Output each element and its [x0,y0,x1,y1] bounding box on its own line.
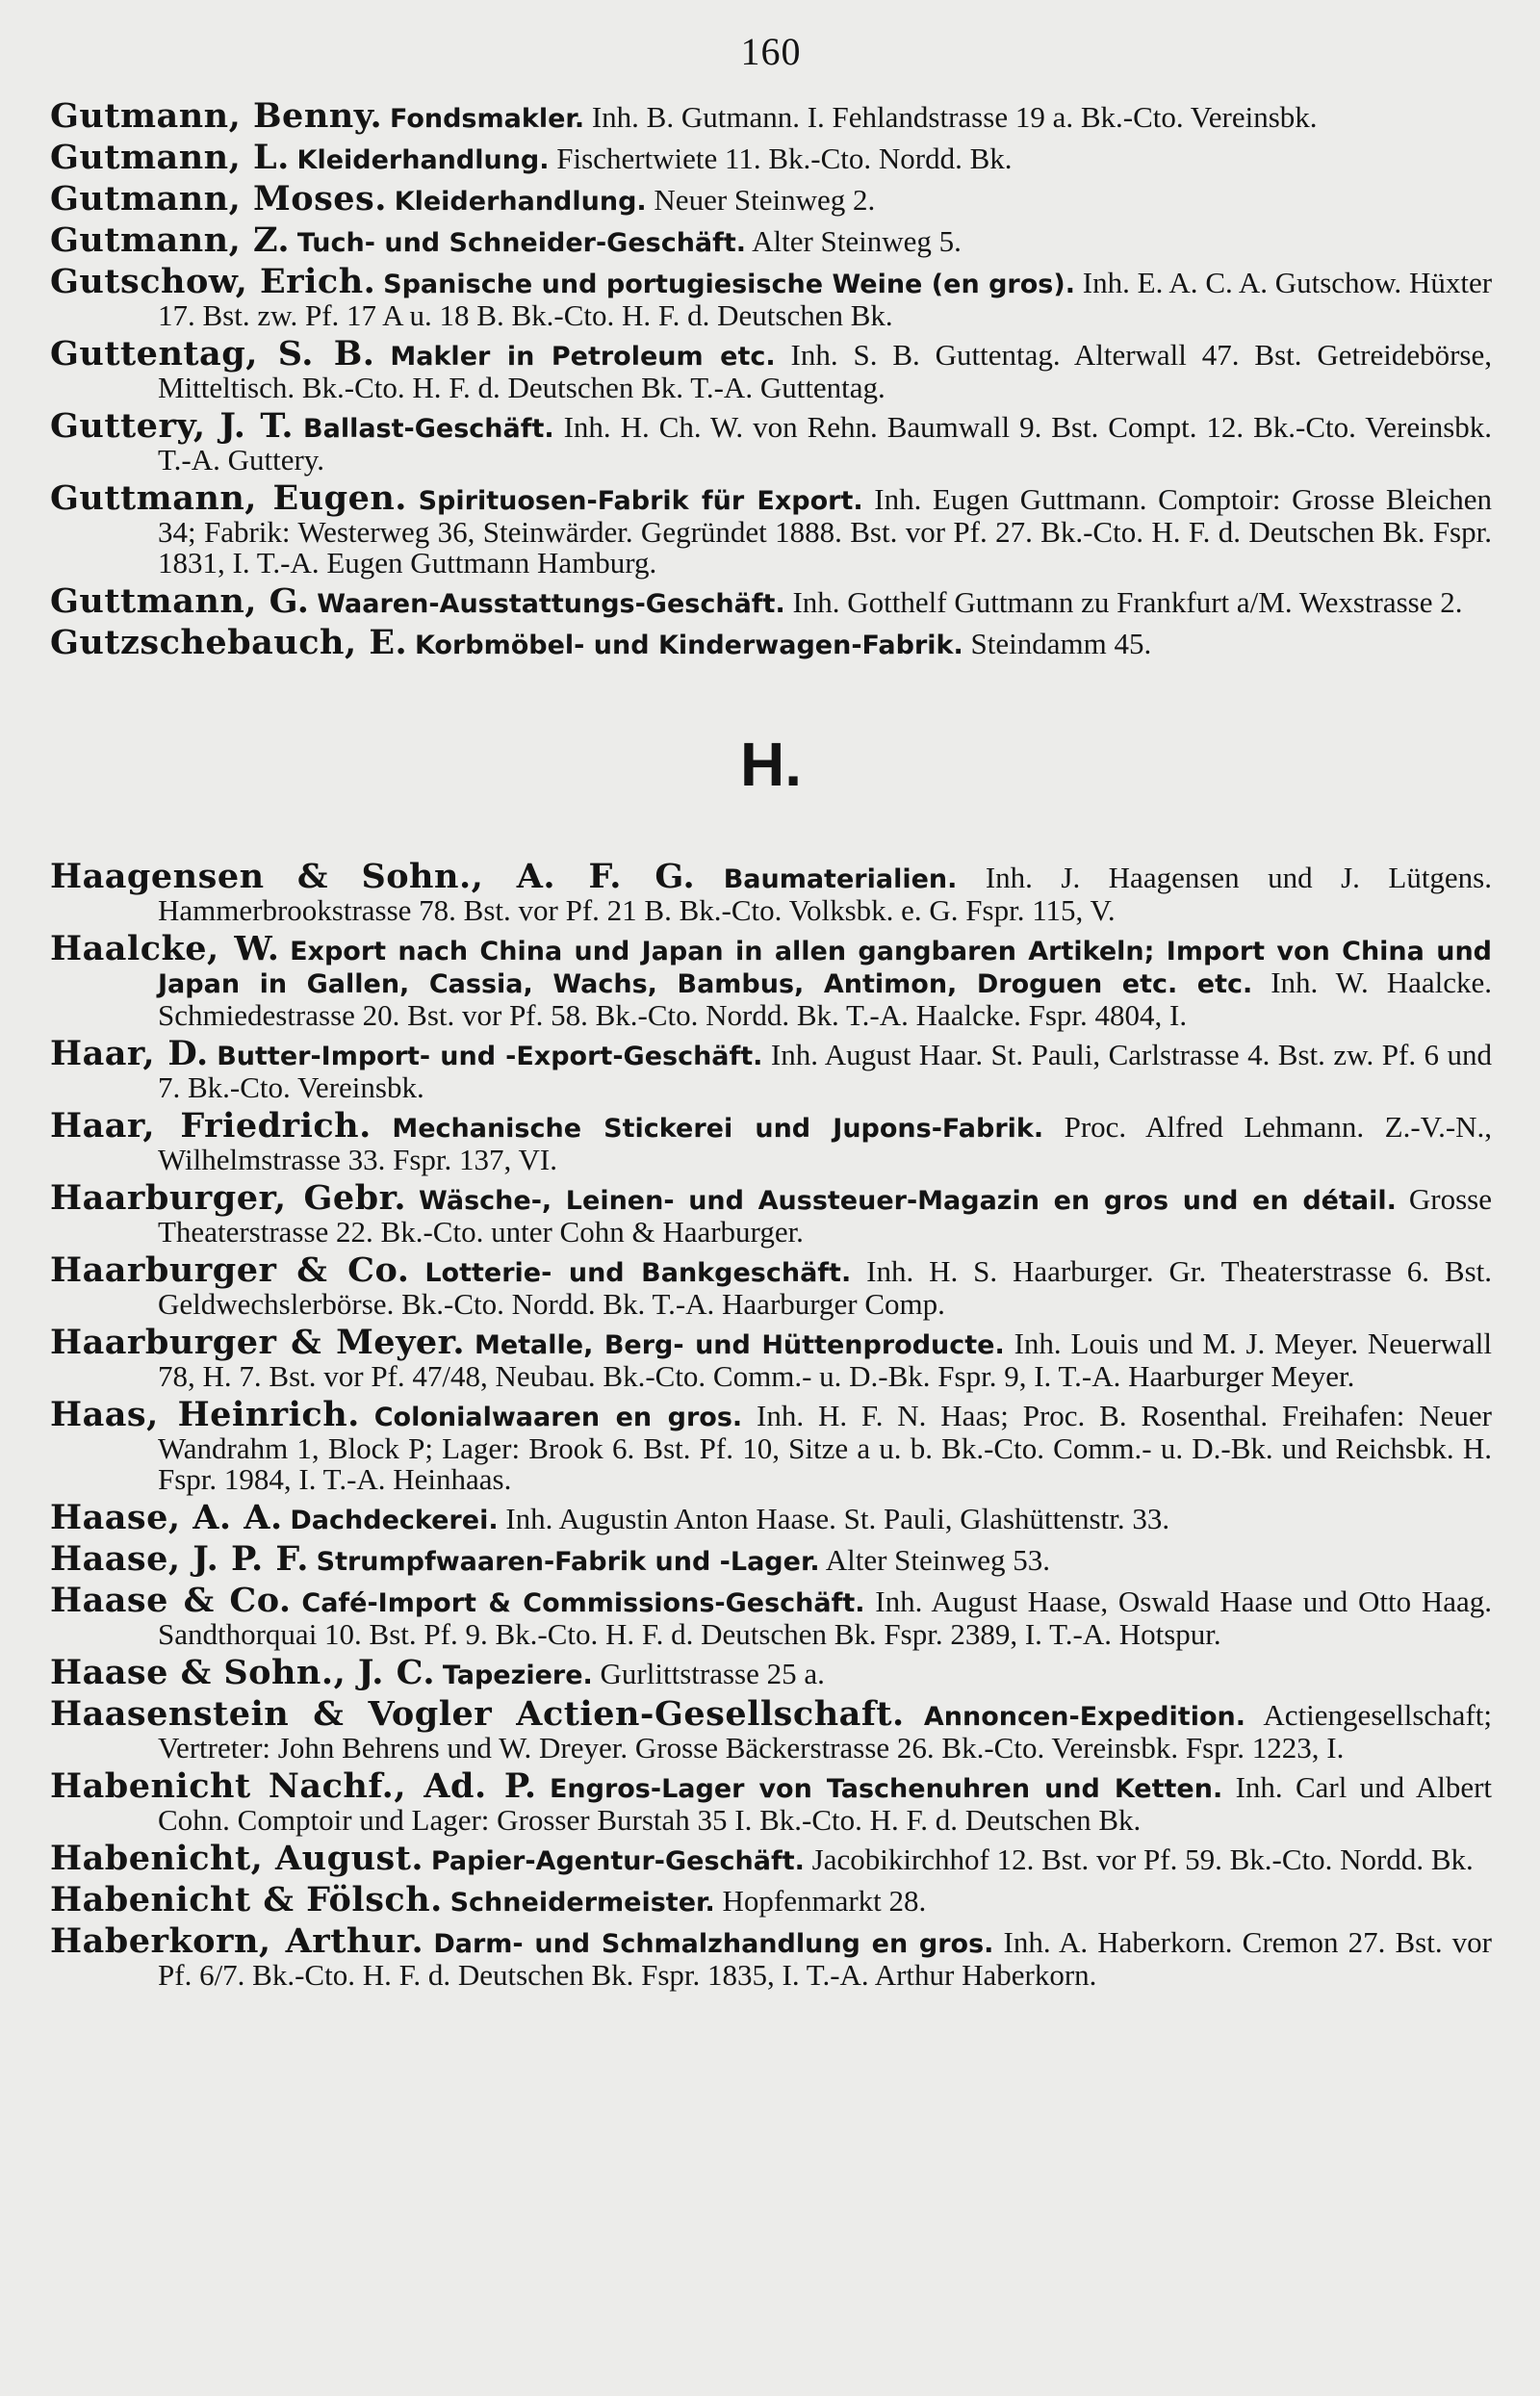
entry-details: Proc. Alfred Lehmann. Z.-V.-N., Wilhelmstrasse 33. Fspr. 137, VI. [158,1110,1493,1176]
directory-entry [50,334,1493,404]
entry-name: Guttery, J. T. [50,406,295,446]
directory-entry [50,1178,1493,1249]
directory-entry [50,406,1493,477]
entry-name: Haagensen & Sohn., A. F. G. [50,857,696,896]
entry-name: Habenicht Nachf., Ad. P. [50,1766,537,1806]
entry-details: Inh. S. B. Guttentag. Alterwall 47. Bst. Getreidebörse, Mitteltisch. Bk.-Cto. H. F. d. Deutschen Bk. T.-A. Guttentag. [158,338,1493,404]
entry-name: Haarburger & Meyer. [50,1323,466,1362]
directory-entry [50,1250,1493,1321]
entry-name: Guttmann, Eugen. [50,478,407,518]
entry-name: Gutmann, Benny. [50,96,383,136]
entry-business: Ballast-Geschäft. [303,414,554,444]
entry-details: Inh. Gotthelf Guttmann zu Frankfurt a/M. Wexstrasse 2. [792,585,1463,619]
entry-details: Actiengesellschaft; Vertreter: John Behrens und W. Dreyer. Grosse Bäckerstrasse 26. Bk.-Cto. Vereinsbk. Fspr. 1223, I. [158,1698,1492,1765]
entry-name: Haasenstein & Vogler Actien-Gesellschaft. [50,1694,905,1734]
section-heading-h: H. [740,730,802,799]
entry-business: Baumaterialien. [723,864,958,894]
entry-details: Inh. August Haar. St. Pauli, Carlstrasse 4. Bst. zw. Pf. 6 und 7. Bk.-Cto. Vereinsbk. [158,1038,1493,1104]
entry-name: Gutschow, Erich. [50,262,376,301]
directory-entry [50,1539,1492,1579]
entry-business: Spirituosen-Fabrik für Export. [418,486,863,516]
entry-details: Inh. H. Ch. W. von Rehn. Baumwall 9. Bst. Compt. 12. Bk.-Cto. Vereinsbk. T.-A. Guttery. [158,410,1493,477]
entry-business: Export nach China und Japan in allen gangbaren Artikeln; Import von China und Japan in Gallen, Cassia, Wachs, Bambus, Antimon, Droguen etc. etc. [158,937,1492,999]
entry-name: Haase & Co. [50,1581,292,1620]
entry-business: Kleiderhandlung. [394,187,647,217]
directory-entry [50,1034,1493,1104]
directory-entry [50,96,1492,136]
entry-business: Lotterie- und Bankgeschäft. [424,1258,852,1288]
entry-details: Inh. Carl und Albert Cohn. Comptoir und Lager: Grosser Burstah 35 I. Bk.-Cto. H. F. d. Deutschen Bk. [158,1770,1493,1837]
entry-details: Fischertwiete 11. Bk.-Cto. Nordd. Bk. [556,142,1013,175]
directory-entry [50,623,1492,662]
entry-business: Papier-Agentur-Geschäft. [430,1846,805,1876]
directory-entry [50,1921,1492,1992]
entry-details: Inh. B. Gutmann. I. Fehlandstrasse 19 a. Bk.-Cto. Vereinsbk. [591,100,1318,134]
entry-name: Gutmann, L. [50,138,290,177]
entry-details: Alter Steinweg 5. [752,224,962,258]
entry-business: Café-Import & Commissions-Geschäft. [301,1588,865,1618]
entry-business: Metalle, Berg- und Hüttenproducte. [474,1330,1005,1360]
entry-details: Inh. A. Haberkorn. Cremon 27. Bst. vor Pf. 6/7. Bk.-Cto. H. F. d. Deutschen Bk. Fspr. 1835, I. T.-A. Arthur Haberkorn. [158,1925,1492,1992]
entry-business: Kleiderhandlung. [296,145,550,175]
entry-name: Haase & Sohn., J. C. [50,1653,436,1692]
entry-name: Haalcke, W. [50,929,280,968]
entry-name: Gutmann, Z. [50,220,291,260]
entry-business: Tuch- und Schneider-Geschäft. [296,228,747,258]
entry-details: Alter Steinweg 53. [825,1543,1051,1577]
directory-entry [50,1395,1493,1496]
entry-details: Inh. Augustin Anton Haase. St. Pauli, Glashüttenstr. 33. [505,1502,1170,1535]
entry-details: Inh. E. A. C. A. Gutschow. Hüxter 17. Bst. zw. Pf. 17 A u. 18 B. Bk.-Cto. H. F. d. Deutschen Bk. [158,266,1493,332]
entry-business: Annoncen-Expedition. [923,1702,1245,1732]
entry-details: Inh. H. S. Haarburger. Gr. Theaterstrasse 6. Bst. Geldwechslerbörse. Bk.-Cto. Nordd. Bk. T.-A. Haarburger Comp. [158,1254,1493,1321]
directory-entry [50,929,1493,1032]
entry-details: Inh. August Haase, Oswald Haase und Otto Haag. Sandthorquai 10. Bst. Pf. 9. Bk.-Cto. H. F. d. Deutschen Bk. Fspr. 2389, I. T.-A. Hotspur. [158,1584,1493,1651]
entry-business: Strumpfwaaren-Fabrik und -Lager. [316,1547,820,1577]
directory-entry [50,1498,1492,1537]
entry-business: Darm- und Schmalzhandlung en gros. [433,1929,994,1959]
entry-details: Grosse Theaterstrasse 22. Bk.-Cto. unter Cohn & Haarburger. [158,1182,1493,1249]
entry-business: Waaren-Ausstattungs-Geschäft. [317,589,785,619]
entry-details: Inh. Louis und M. J. Meyer. Neuerwall 78, H. 7. Bst. vor Pf. 47/48, Neubau. Bk.-Cto. Comm.- u. D.-Bk. Fspr. 9, I. T.-A. Haarburger Meyer. [158,1327,1493,1393]
entry-name: Haarburger, Gebr. [50,1178,407,1218]
entry-name: Guttmann, G. [50,581,310,621]
directory-entry [50,1880,1492,1919]
entry-business: Tapeziere. [442,1661,593,1690]
entry-name: Guttentag, S. B. [50,334,375,374]
entry-business: Mechanische Stickerei und Jupons-Fabrik. [392,1114,1044,1144]
entry-details: Neuer Steinweg 2. [654,183,876,217]
entry-name: Habenicht & Fölsch. [50,1880,443,1919]
entry-details: Inh. Eugen Guttmann. Comptoir: Grosse Bleichen 34; Fabrik: Westerweg 36, Steinwärder. Gegründet 1888. Bst. vor Pf. 27. Bk.-Cto. H. F. d. Deutschen Bk. Fspr. 1831, I. T.-A. Eugen Guttmann Hamburg. [158,482,1492,580]
entry-name: Haas, Heinrich. [50,1395,360,1434]
directory-entry [50,1106,1493,1176]
entry-business: Makler in Petroleum etc. [390,342,776,372]
directory-entry [50,262,1493,332]
entry-details: Gurlittstrasse 25 a. [600,1657,825,1690]
entry-business: Butter-Import- und -Export-Geschäft. [217,1042,763,1071]
entry-details: Inh. H. F. N. Haas; Proc. B. Rosenthal. Freihafen: Neuer Wandrahm 1, Block P; Lager: Brook 6. Bst. Pf. 10, Sitze a u. b. Bk.-Cto. Comm.- u. D.-Bk. und Reichsbk. H. Fspr. 1984, I. T.-A. Heinhaas. [158,1399,1493,1496]
directory-entry [50,1653,1492,1692]
directory-entry [50,220,1492,260]
entry-details: Jacobikirchhof 12. Bst. vor Pf. 59. Bk.-Cto. Nordd. Bk. [811,1842,1474,1876]
directory-entry [50,1323,1493,1393]
directory-entry [50,1581,1493,1651]
directory-entry [50,581,1492,621]
entry-business: Spanische und portugiesische Weine (en gros). [383,270,1075,299]
entry-name: Haar, D. [50,1034,209,1073]
directory-entry [50,1839,1492,1878]
entry-name: Habenicht, August. [50,1839,424,1878]
entry-business: Korbmöbel- und Kinderwagen-Fabrik. [414,631,963,660]
entry-details: Steindamm 45. [970,627,1152,660]
directory-entry [50,478,1492,580]
entries-h-list [50,857,1493,1992]
entry-name: Haberkorn, Arthur. [50,1921,424,1961]
entry-business: Colonialwaaren en gros. [373,1403,743,1432]
entry-name: Gutmann, Moses. [50,179,387,219]
directory-entry [50,179,1492,219]
entry-name: Haarburger & Co. [50,1250,410,1290]
entry-business: Wäsche-, Leinen- und Aussteuer-Magazin en gros und en détail. [419,1186,1397,1216]
entry-business: Schneidermeister. [449,1888,715,1918]
directory-entry [50,1694,1492,1765]
directory-entry [50,1766,1493,1837]
entry-details: Hopfenmarkt 28. [722,1884,927,1918]
entry-details: Inh. W. Haalcke. Schmiedestrasse 20. Bst. vor Pf. 58. Bk.-Cto. Nordd. Bk. T.-A. Haalcke. Fspr. 4804, I. [158,966,1493,1032]
entry-name: Haase, A. A. [50,1498,283,1537]
directory-entry [50,138,1492,177]
directory-entry [50,857,1492,927]
entry-business: Dachdeckerei. [290,1506,499,1535]
entry-business: Engros-Lager von Taschenuhren und Ketten. [549,1774,1223,1804]
entry-details: Inh. J. Haagensen und J. Lütgens. Hammerbrookstrasse 78. Bst. vor Pf. 21 B. Bk.-Cto. Volksbk. e. G. Fspr. 115, V. [158,861,1492,927]
entries-g-list [50,96,1493,662]
page-number: 160 [740,30,802,73]
entry-name: Haar, Friedrich. [50,1106,372,1146]
entry-name: Haase, J. P. F. [50,1539,309,1579]
entry-business: Fondsmakler. [389,104,585,134]
entry-name: Gutzschebauch, E. [50,623,408,662]
